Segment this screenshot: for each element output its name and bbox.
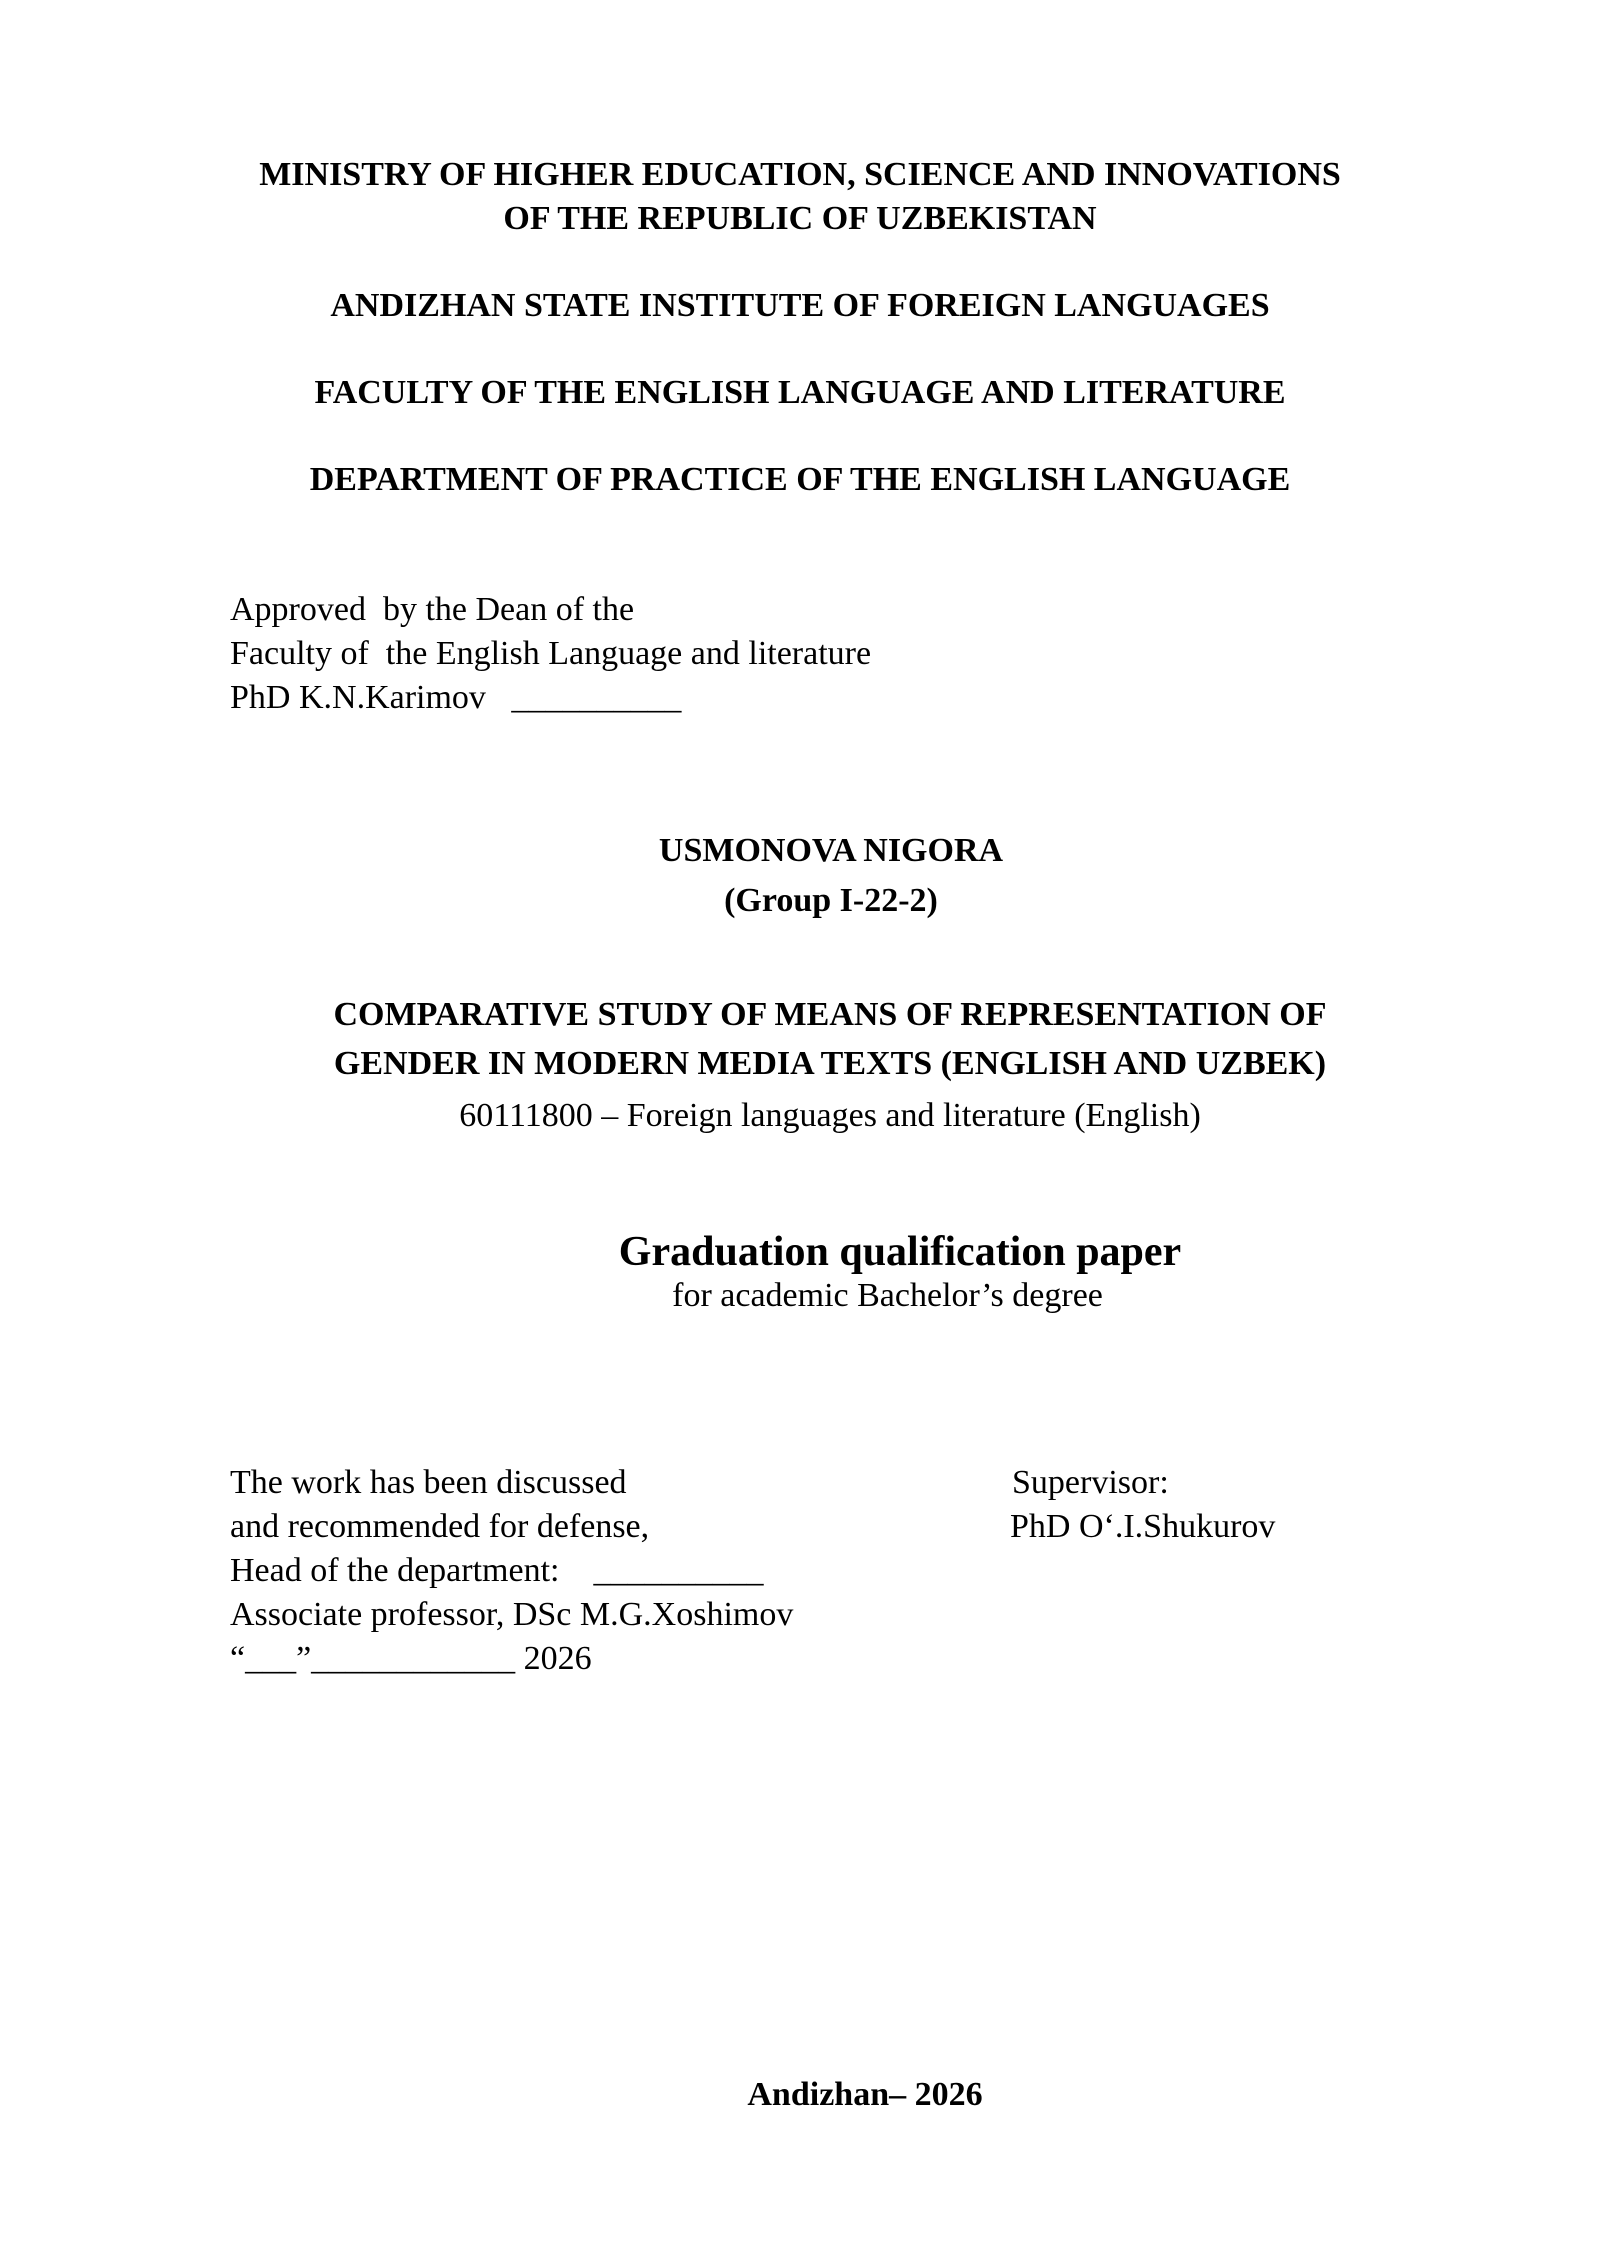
approval-line2: Faculty of the English Language and literature <box>230 635 872 672</box>
paper-degree: for academic Bachelor’s degree <box>672 1277 1103 1314</box>
approval-signature-line: PhD K.N.Karimov __________ <box>230 679 682 716</box>
ministry-heading-line1: MINISTRY OF HIGHER EDUCATION, SCIENCE AND INNOVATIONS <box>259 156 1341 193</box>
topic-title-line1: COMPARATIVE STUDY OF MEANS OF REPRESENTATION OF <box>333 996 1327 1033</box>
approval-line1: Approved by the Dean of the <box>230 591 635 628</box>
defense-line2: and recommended for defense, <box>230 1508 650 1545</box>
supervisor-name: PhD O‘.I.Shukurov <box>1010 1508 1276 1545</box>
department-heading: DEPARTMENT OF PRACTICE OF THE ENGLISH LANGUAGE <box>309 461 1291 498</box>
institute-heading: ANDIZHAN STATE INSTITUTE OF FOREIGN LANGUAGES <box>330 287 1270 324</box>
supervisor-label: Supervisor: <box>1012 1464 1169 1501</box>
head-of-department-signature: Head of the department: __________ <box>230 1552 764 1589</box>
topic-title-line2: GENDER IN MODERN MEDIA TEXTS (ENGLISH AND UZBEK) <box>333 1045 1327 1082</box>
specialty-code: 60111800 – Foreign languages and literature (English) <box>459 1097 1201 1134</box>
head-of-department-name: Associate professor, DSc M.G.Xoshimov <box>230 1596 794 1633</box>
defense-line1: The work has been discussed <box>230 1464 627 1501</box>
ministry-heading-line2: OF THE REPUBLIC OF UZBEKISTAN <box>503 200 1097 237</box>
faculty-heading: FACULTY OF THE ENGLISH LANGUAGE AND LITERATURE <box>314 374 1286 411</box>
author-name: USMONOVA NIGORA <box>658 832 1004 869</box>
paper-type: Graduation qualification paper <box>618 1229 1182 1275</box>
place-and-year: Andizhan– 2026 <box>747 2076 983 2113</box>
author-group: (Group I-22-2) <box>724 882 938 919</box>
defense-date-line: “___”____________ 2026 <box>230 1640 592 1677</box>
